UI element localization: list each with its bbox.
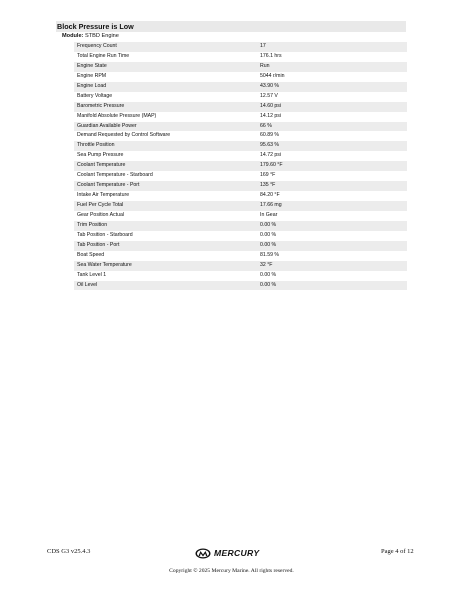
parameter-value: 95.63 % [260, 142, 280, 149]
table-row [74, 141, 407, 151]
parameter-value: 0.00 % [260, 241, 277, 248]
parameter-name: Frequency Count [77, 43, 117, 49]
table-row [74, 92, 407, 102]
parameter-name: Battery Voltage [77, 92, 113, 99]
module-value: STBD Engine [85, 33, 119, 39]
parameter-name: Barometric Pressure [77, 102, 125, 109]
parameter-name: Total Engine Run Time [77, 52, 130, 59]
fault-title: Block Pressure is Low [56, 21, 406, 32]
parameter-name: Coolant Temperature - Port [77, 182, 140, 189]
parameter-value: 169 °F [260, 172, 276, 179]
parameter-value: 17 [260, 43, 266, 49]
parameter-name: Boat Speed [77, 251, 105, 258]
parameter-value: 179.60 °F [260, 162, 283, 169]
parameter-value: 5044 r/min [260, 72, 285, 79]
parameter-name: Gear Position Actual [77, 211, 125, 218]
table-row [74, 102, 407, 112]
table-row [74, 261, 407, 271]
table-row [74, 281, 407, 291]
table-row [74, 52, 407, 62]
table-row [74, 171, 407, 181]
parameter-name: Coolant Temperature - Starboard [77, 172, 153, 179]
parameter-name: Manifold Absolute Pressure (MAP) [77, 112, 157, 119]
module-line [62, 32, 119, 41]
mercury-logo-icon [195, 548, 211, 559]
table-row [74, 191, 407, 201]
parameter-name: Engine State [77, 62, 107, 69]
brand-name: MERCURY [214, 548, 260, 558]
brand-logo [195, 547, 259, 559]
parameter-value: In Gear [260, 211, 278, 218]
parameter-name: Oil Level [77, 281, 98, 288]
parameter-value: 0.00 % [260, 281, 277, 288]
table-row [74, 42, 407, 52]
parameter-name: Tank Level 1 [77, 271, 107, 278]
parameter-value: 60.89 % [260, 132, 280, 139]
table-row [74, 82, 407, 92]
parameter-value: 12.57 V [260, 92, 278, 99]
parameter-value: 0.00 % [260, 231, 277, 238]
parameter-name: Demand Requested by Control Software [77, 132, 171, 139]
table-row [74, 131, 407, 141]
parameter-value: 32 °F [260, 261, 273, 268]
parameter-name: Throttle Position [77, 142, 115, 149]
copyright-notice: Copyright © 2025 Mercury Marine. All rights reserved. [169, 568, 294, 574]
parameter-value: 43.90 % [260, 82, 280, 89]
parameter-name: Engine Load [77, 82, 107, 89]
parameter-value: 176.1 hrs [260, 52, 282, 59]
parameter-name: Engine RPM [77, 72, 107, 79]
table-row [74, 161, 407, 171]
table-row [74, 72, 407, 82]
table-row [74, 151, 407, 161]
parameter-value: 14.12 psi [260, 112, 282, 119]
table-row [74, 201, 407, 211]
parameter-name: Intake Air Temperature [77, 192, 130, 199]
parameter-value: 0.00 % [260, 271, 277, 278]
parameter-value: 14.60 psi [260, 102, 282, 109]
snapshot-table [74, 42, 407, 290]
parameter-value: 66 % [260, 122, 272, 129]
parameter-name: Sea Water Temperature [77, 261, 132, 268]
parameter-name: Fuel Per Cycle Total [77, 202, 124, 208]
page-number: Page 4 of 12 [381, 548, 414, 555]
parameter-name: Tab Position - Port [77, 241, 120, 248]
table-row [74, 112, 407, 122]
parameter-value: 135 °F [260, 182, 276, 189]
table-row [74, 231, 407, 241]
table-row [74, 62, 407, 72]
table-row [74, 181, 407, 191]
table-row [74, 221, 407, 231]
table-row [74, 251, 407, 261]
parameter-name: Sea Pump Pressure [77, 152, 124, 159]
parameter-value: 0.00 % [260, 221, 277, 228]
table-row [74, 271, 407, 281]
parameter-value: 81.59 % [260, 251, 280, 258]
parameter-value: 84.20 °F [260, 192, 280, 199]
parameter-name: Coolant Temperature [77, 162, 126, 169]
parameter-value: 17.66 mg [260, 202, 282, 208]
table-row [74, 122, 407, 132]
parameter-value: 14.72 psi [260, 152, 282, 159]
parameter-name: Guardian Available Power [77, 122, 137, 129]
parameter-value: Run [260, 62, 270, 69]
parameter-name: Trim Position [77, 221, 108, 228]
software-version: CDS G3 v25.4.3 [47, 548, 91, 555]
table-row [74, 241, 407, 251]
table-row [74, 211, 407, 221]
module-label: Module: [62, 33, 84, 39]
parameter-name: Tab Position - Starboard [77, 231, 133, 238]
